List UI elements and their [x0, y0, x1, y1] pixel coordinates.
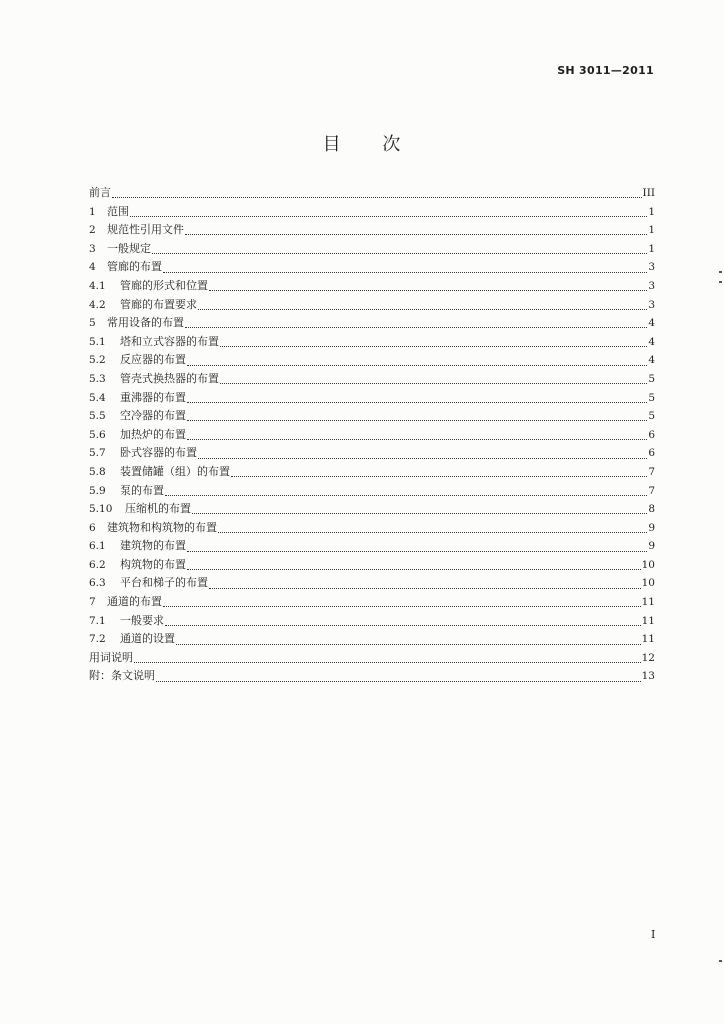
toc-dot-leader — [218, 531, 647, 533]
toc-entry-page: 1 — [648, 242, 655, 255]
toc-entry-label: 规范性引用文件 — [107, 223, 184, 237]
page-title: 目 次 — [322, 134, 402, 155]
toc-entry-label: 一般规定 — [107, 241, 151, 255]
toc-entry[interactable] — [89, 667, 655, 686]
toc-entry-page: 4 — [648, 335, 655, 348]
toc-entry-label: 平台和梯子的布置 — [120, 576, 208, 590]
toc-entry-number: 5.7 — [89, 447, 106, 460]
toc-entry-page: 5 — [648, 391, 655, 404]
toc-entry[interactable] — [89, 649, 655, 668]
toc-entry-page: 3 — [648, 298, 655, 311]
toc-entry-page: 6 — [648, 428, 655, 441]
scan-mark — [719, 281, 722, 283]
toc-entry-number: 5.5 — [89, 410, 106, 423]
toc-entry-label: 管廊的布置 — [107, 260, 162, 274]
toc-entry-label: 反应器的布置 — [120, 353, 186, 367]
toc-entry-number: 5.10 — [89, 503, 113, 516]
toc-entry-number: 6.1 — [89, 540, 106, 553]
toc-dot-leader — [187, 550, 647, 552]
toc-entry-page: III — [642, 187, 655, 199]
toc-entry-label: 附：条文说明 — [89, 669, 155, 683]
toc-dot-leader — [220, 382, 647, 384]
toc-entry-number: 6.3 — [89, 577, 106, 590]
toc-dot-leader — [187, 401, 647, 403]
toc-entry-page: 11 — [641, 596, 655, 609]
toc-dot-leader — [198, 308, 647, 310]
toc-dot-leader — [231, 475, 647, 477]
toc-dot-leader — [220, 345, 647, 347]
toc-entry-number: 4.2 — [89, 298, 106, 311]
toc-entry-label: 通道的设置 — [120, 632, 175, 646]
toc-dot-leader — [130, 215, 647, 217]
toc-entry-page: 6 — [648, 447, 655, 460]
toc-entry[interactable] — [89, 444, 655, 463]
toc-entry-page: 1 — [648, 224, 655, 237]
toc-entry-label: 用词说明 — [89, 650, 133, 664]
toc-entry-label: 泵的布置 — [120, 483, 164, 497]
toc-entry-label: 塔和立式容器的布置 — [120, 334, 219, 348]
toc-entry-number: 5 — [89, 317, 96, 330]
toc-entry[interactable] — [89, 500, 655, 519]
toc-entry-label: 建筑物和构筑物的布置 — [107, 520, 217, 534]
toc-dot-leader — [163, 605, 641, 607]
toc-entry[interactable] — [89, 370, 655, 389]
toc-entry[interactable] — [89, 630, 655, 649]
toc-entry[interactable] — [89, 351, 655, 370]
toc-dot-leader — [176, 643, 641, 645]
toc-dot-leader — [152, 252, 647, 254]
toc-entry-number: 5.6 — [89, 428, 106, 441]
toc-entry-page: 10 — [641, 577, 655, 590]
toc-entry-page: 7 — [648, 484, 655, 497]
toc-entry-label: 管廊的形式和位置 — [120, 278, 208, 292]
toc-dot-leader — [198, 457, 647, 459]
toc-dot-leader — [187, 568, 641, 570]
toc-entry[interactable] — [89, 184, 655, 203]
toc-entry-page: 5 — [648, 372, 655, 385]
toc-entry[interactable] — [89, 203, 655, 222]
toc-entry-number: 5.2 — [89, 354, 106, 367]
toc-entry-number: 5.3 — [89, 372, 106, 385]
toc-entry-number: 5.4 — [89, 391, 106, 404]
toc-entry-label: 加热炉的布置 — [120, 427, 186, 441]
toc-entry-number: 7.1 — [89, 614, 106, 627]
toc-entry-label: 通道的布置 — [107, 595, 162, 609]
toc-entry-number: 7 — [89, 596, 96, 609]
toc-entry-number: 5.8 — [89, 465, 106, 478]
toc-entry-number: 5.1 — [89, 335, 106, 348]
toc-entry-label: 空冷器的布置 — [120, 409, 186, 423]
toc-entry-label: 构筑物的布置 — [120, 557, 186, 571]
toc-entry-label: 范围 — [107, 204, 129, 218]
toc-entry[interactable] — [89, 482, 655, 501]
toc-entry[interactable] — [89, 426, 655, 445]
toc-entry-label: 重沸器的布置 — [120, 390, 186, 404]
toc-entry-page: 3 — [648, 279, 655, 292]
toc-entry-label: 建筑物的布置 — [120, 539, 186, 553]
toc-entry[interactable] — [89, 258, 655, 277]
toc-entry[interactable] — [89, 296, 655, 315]
toc-entry-page: 5 — [648, 410, 655, 423]
toc-dot-leader — [187, 364, 647, 366]
toc-entry-page: 3 — [648, 261, 655, 274]
toc-entry-page: 9 — [648, 521, 655, 534]
toc-entry-number: 5.9 — [89, 484, 106, 497]
toc-entry-number: 4.1 — [89, 279, 106, 292]
toc-entry[interactable] — [89, 277, 655, 296]
toc-entry-label: 一般要求 — [120, 613, 164, 627]
toc-entry-number: 6 — [89, 521, 96, 534]
toc-dot-leader — [134, 661, 641, 663]
toc-entry[interactable] — [89, 593, 655, 612]
toc-entry-page: 7 — [648, 465, 655, 478]
toc-entry[interactable] — [89, 574, 655, 593]
toc-dot-leader — [165, 494, 647, 496]
toc-entry-page: 12 — [641, 651, 655, 664]
toc-entry-number: 2 — [89, 224, 96, 237]
toc-entry-page: 4 — [648, 354, 655, 367]
toc-entry-number: 1 — [89, 205, 96, 218]
toc-entry[interactable] — [89, 612, 655, 631]
toc-entry[interactable] — [89, 519, 655, 538]
toc-entry-page: 11 — [641, 614, 655, 627]
toc-entry-label: 常用设备的布置 — [107, 316, 184, 330]
toc-entry[interactable] — [89, 314, 655, 333]
toc-entry-number: 6.2 — [89, 558, 106, 571]
toc-entry-label: 前言 — [89, 186, 111, 199]
toc-entry-number: 3 — [89, 242, 96, 255]
scan-mark — [719, 271, 722, 273]
toc-dot-leader — [165, 624, 641, 626]
toc-dot-leader — [156, 680, 641, 682]
toc-entry[interactable] — [89, 556, 655, 575]
toc-dot-leader — [187, 419, 647, 421]
toc-entry[interactable] — [89, 333, 655, 352]
toc-entry-page: 10 — [641, 558, 655, 571]
standard-code: SH 3011—2011 — [557, 64, 654, 77]
toc-entry-page: 8 — [648, 503, 655, 516]
toc-entry-label: 管廊的布置要求 — [120, 297, 197, 311]
toc-entry-number: 7.2 — [89, 633, 106, 646]
toc-entry-page: 1 — [648, 205, 655, 218]
toc-entry[interactable] — [89, 221, 655, 240]
toc-entry-page: 9 — [648, 540, 655, 553]
toc-entry[interactable] — [89, 389, 655, 408]
table-of-contents — [89, 184, 655, 686]
toc-entry-label: 卧式容器的布置 — [120, 446, 197, 460]
scan-mark — [719, 960, 722, 962]
toc-entry[interactable] — [89, 537, 655, 556]
toc-dot-leader — [163, 271, 647, 273]
toc-entry[interactable] — [89, 407, 655, 426]
toc-dot-leader — [192, 512, 647, 514]
toc-dot-leader — [209, 587, 641, 589]
toc-entry[interactable] — [89, 463, 655, 482]
toc-entry-page: 13 — [641, 670, 655, 683]
toc-entry-page: 11 — [641, 633, 655, 646]
toc-entry-page: 4 — [648, 317, 655, 330]
toc-dot-leader — [187, 438, 647, 440]
toc-entry-number: 4 — [89, 261, 96, 274]
toc-entry-label: 压缩机的布置 — [125, 502, 191, 516]
toc-entry-label: 管壳式换热器的布置 — [120, 371, 219, 385]
toc-dot-leader — [185, 233, 647, 235]
page-number: I — [651, 928, 656, 941]
toc-dot-leader — [209, 289, 647, 291]
toc-entry[interactable] — [89, 240, 655, 259]
toc-dot-leader — [112, 196, 642, 198]
toc-entry-label: 装置储罐（组）的布置 — [120, 464, 230, 478]
toc-dot-leader — [185, 326, 647, 328]
